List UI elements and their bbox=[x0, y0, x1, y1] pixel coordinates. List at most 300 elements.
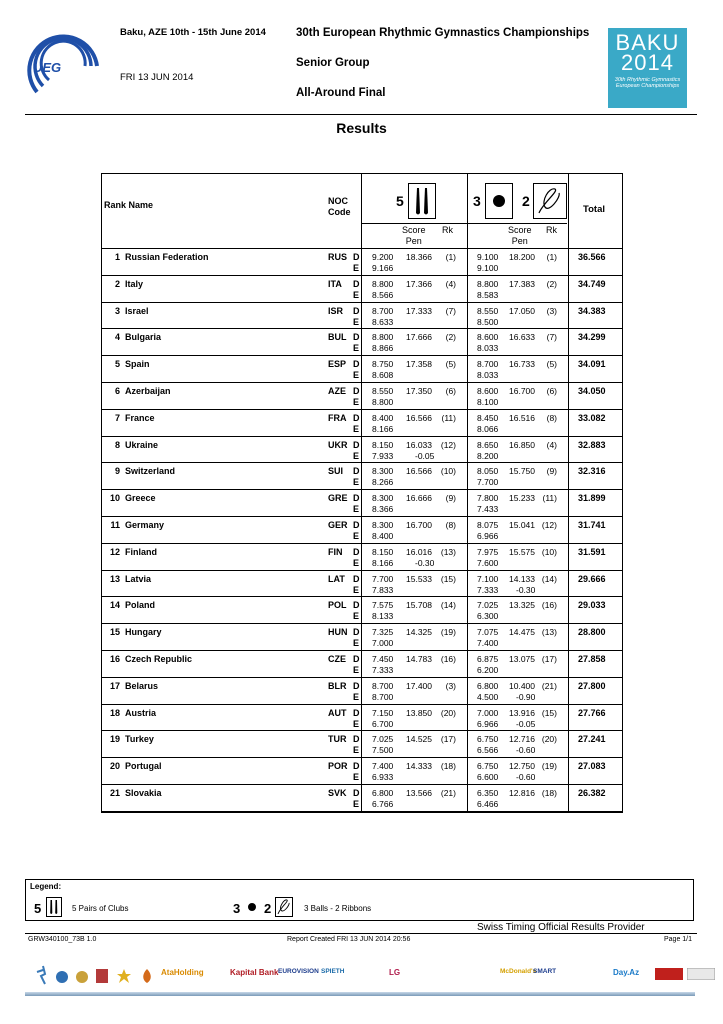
total-score: 27.858 bbox=[578, 654, 606, 664]
table-row bbox=[102, 356, 622, 383]
e-label: E bbox=[353, 718, 360, 729]
score-app1: 16.033 bbox=[406, 439, 432, 450]
e-label: E bbox=[353, 263, 360, 273]
d-score-app2: 8.550 bbox=[477, 305, 499, 316]
rank-app1: (15) bbox=[440, 573, 456, 584]
pen-app1: -0.30 bbox=[415, 557, 435, 568]
e-score-app2: 6.200 bbox=[477, 665, 499, 675]
sponsor-emblem-icon bbox=[95, 968, 109, 984]
e-score-app2: 7.600 bbox=[477, 557, 499, 568]
ball-icon bbox=[485, 183, 513, 219]
d-score-app1: 7.400 bbox=[372, 761, 394, 772]
pen-app1: -0.05 bbox=[415, 450, 435, 461]
sponsor-eurovision: EUROVISION bbox=[278, 968, 319, 975]
rank-cell: 9 bbox=[114, 466, 120, 477]
e-score-app1: 7.833 bbox=[372, 584, 394, 595]
sponsor-ataholding: AtaHolding bbox=[161, 968, 204, 977]
noc-code: GER bbox=[328, 520, 348, 530]
e-score-app1: 8.400 bbox=[372, 531, 394, 541]
e-score-app1: 8.633 bbox=[372, 316, 394, 327]
d-label: D bbox=[353, 761, 360, 772]
noc-code: UKR bbox=[328, 439, 348, 450]
d-score-app2: 8.075 bbox=[477, 520, 499, 530]
team-name: Finland bbox=[125, 546, 157, 557]
noc-code: BUL bbox=[328, 332, 347, 343]
legend-app2-label: 3 Balls - 2 Ribbons bbox=[304, 904, 372, 913]
e-score-app2: 6.966 bbox=[477, 531, 499, 541]
rank-app2: (7) bbox=[546, 332, 557, 343]
e-label: E bbox=[353, 799, 360, 809]
score-app2: 17.050 bbox=[509, 305, 535, 316]
d-label: D bbox=[353, 278, 360, 289]
total-score: 34.050 bbox=[578, 386, 606, 396]
legend-clubs-icon bbox=[46, 897, 62, 917]
e-score-app2: 6.600 bbox=[477, 772, 499, 783]
col-total: Total bbox=[583, 204, 605, 215]
rank-app1: (8) bbox=[445, 520, 456, 530]
table-row bbox=[102, 544, 622, 571]
d-label: D bbox=[353, 734, 360, 745]
e-score-app1: 8.166 bbox=[372, 423, 394, 434]
table-row bbox=[102, 383, 622, 410]
table-row bbox=[102, 785, 622, 812]
rank-app1: (6) bbox=[445, 386, 456, 396]
legend-app1-count: 5 bbox=[34, 901, 42, 916]
rank-cell: 15 bbox=[109, 627, 120, 638]
page-title: Results bbox=[336, 120, 387, 136]
d-label: D bbox=[353, 573, 360, 584]
table-row bbox=[102, 276, 622, 303]
team-name: Switzerland bbox=[125, 466, 176, 477]
d-score-app2: 7.000 bbox=[477, 707, 499, 718]
rank-app2: (6) bbox=[546, 386, 557, 396]
sponsor-lg: LG bbox=[389, 968, 401, 977]
footer-color-bar bbox=[25, 992, 695, 996]
table-row bbox=[102, 678, 622, 705]
rank-cell: 1 bbox=[114, 252, 120, 262]
rank-app2: (8) bbox=[546, 412, 557, 423]
e-score-app1: 8.608 bbox=[372, 370, 394, 381]
score-app2: 12.816 bbox=[509, 788, 535, 798]
total-score: 27.800 bbox=[578, 680, 606, 691]
rank-app2: (21) bbox=[541, 680, 557, 691]
ueg-logo bbox=[25, 22, 105, 106]
table-row bbox=[102, 571, 622, 598]
e-label: E bbox=[353, 316, 360, 327]
score-app1: 16.016 bbox=[406, 546, 432, 557]
e-score-app2: 8.066 bbox=[477, 423, 499, 434]
rank-app1: (11) bbox=[441, 412, 456, 423]
noc-code: SVK bbox=[328, 788, 347, 798]
score-app1: 14.325 bbox=[406, 627, 432, 638]
legend-app2-count-a: 3 bbox=[233, 901, 241, 916]
e-score-app2: 9.100 bbox=[477, 263, 499, 273]
score-app1: 17.366 bbox=[406, 278, 432, 289]
noc-code: BLR bbox=[328, 680, 347, 691]
team-name: Czech Republic bbox=[125, 654, 193, 664]
e-label: E bbox=[353, 397, 360, 407]
e-score-app1: 8.266 bbox=[372, 477, 394, 488]
e-label: E bbox=[353, 584, 360, 595]
score-app2: 17.383 bbox=[509, 278, 535, 289]
d-score-app1: 9.200 bbox=[372, 252, 394, 262]
rank-cell: 3 bbox=[114, 305, 120, 316]
rank-cell: 2 bbox=[114, 278, 120, 289]
results-table bbox=[101, 173, 623, 813]
rank-cell: 20 bbox=[109, 761, 120, 772]
noc-code: POL bbox=[328, 600, 347, 611]
e-score-app1: 7.000 bbox=[372, 638, 394, 649]
e-score-app1: 6.766 bbox=[372, 799, 394, 809]
legend-box bbox=[25, 879, 694, 921]
d-score-app2: 6.800 bbox=[477, 680, 499, 691]
total-score: 29.033 bbox=[578, 600, 606, 611]
table-row bbox=[102, 624, 622, 651]
group-title: Senior Group bbox=[296, 57, 370, 69]
score-app1: 13.850 bbox=[406, 707, 432, 718]
rank-cell: 19 bbox=[109, 734, 120, 745]
svg-text:UEG: UEG bbox=[33, 60, 62, 75]
d-score-app2: 7.800 bbox=[477, 493, 499, 504]
table-row bbox=[102, 437, 622, 464]
app1-rk-header: Rk bbox=[442, 225, 453, 235]
e-label: E bbox=[353, 289, 360, 300]
table-row bbox=[102, 597, 622, 624]
e-score-app2: 6.566 bbox=[477, 745, 499, 756]
d-score-app1: 8.750 bbox=[372, 359, 394, 370]
rank-cell: 11 bbox=[110, 520, 120, 530]
d-label: D bbox=[353, 627, 360, 638]
score-app1: 14.525 bbox=[406, 734, 432, 745]
legend-app1-label: 5 Pairs of Clubs bbox=[72, 904, 129, 913]
noc-code: HUN bbox=[328, 627, 348, 638]
d-label: D bbox=[353, 600, 360, 611]
rank-app2: (5) bbox=[546, 359, 557, 370]
score-app1: 15.533 bbox=[406, 573, 432, 584]
noc-code: LAT bbox=[328, 573, 345, 584]
noc-code: SUI bbox=[328, 466, 344, 477]
e-score-app2: 8.100 bbox=[477, 397, 499, 407]
sub-score: Score bbox=[508, 225, 532, 235]
app2-score-header bbox=[508, 225, 532, 247]
d-score-app1: 8.300 bbox=[372, 493, 394, 504]
rank-app1: (9) bbox=[445, 493, 456, 504]
rank-app2: (18) bbox=[541, 788, 557, 798]
d-score-app2: 9.100 bbox=[477, 252, 499, 262]
noc-code: CZE bbox=[328, 654, 346, 664]
sponsor-mcdonalds: McDonald's bbox=[500, 968, 537, 975]
pen-app2: -0.90 bbox=[516, 691, 536, 702]
rank-cell: 16 bbox=[109, 654, 120, 664]
d-label: D bbox=[353, 788, 360, 798]
e-score-app2: 7.700 bbox=[477, 477, 499, 488]
legend-ball-icon bbox=[247, 902, 257, 912]
col-rank-name: Rank Name bbox=[104, 200, 154, 210]
rank-app2: (10) bbox=[541, 546, 557, 557]
team-name: Spain bbox=[125, 359, 150, 370]
d-score-app1: 7.025 bbox=[372, 734, 394, 745]
e-score-app2: 8.200 bbox=[477, 450, 499, 461]
team-name: Azerbaijan bbox=[125, 386, 171, 396]
score-app2: 15.233 bbox=[509, 493, 535, 504]
score-app1: 18.366 bbox=[406, 252, 432, 262]
sponsor-badge-icon bbox=[655, 968, 683, 980]
total-score: 29.666 bbox=[578, 573, 606, 584]
rank-app1: (13) bbox=[440, 546, 456, 557]
total-score: 31.899 bbox=[578, 493, 606, 504]
table-row bbox=[102, 303, 622, 330]
rank-app1: (5) bbox=[445, 359, 456, 370]
baku-2014-logo bbox=[608, 28, 687, 108]
baku-logo-line1: BAKU bbox=[615, 30, 680, 55]
d-score-app1: 8.700 bbox=[372, 305, 394, 316]
score-app2: 16.733 bbox=[509, 359, 535, 370]
table-row bbox=[102, 758, 622, 785]
team-name: Slovakia bbox=[125, 788, 162, 798]
d-label: D bbox=[353, 680, 360, 691]
score-app2: 10.400 bbox=[509, 680, 535, 691]
pen-app2: -0.05 bbox=[516, 718, 536, 729]
table-row bbox=[102, 705, 622, 732]
d-label: D bbox=[353, 493, 360, 504]
team-name: France bbox=[125, 412, 155, 423]
d-score-app1: 8.400 bbox=[372, 412, 394, 423]
team-name: Israel bbox=[125, 305, 149, 316]
footer-divider bbox=[25, 933, 697, 934]
e-score-app1: 8.133 bbox=[372, 611, 394, 622]
d-score-app1: 7.325 bbox=[372, 627, 394, 638]
sub-score: Score bbox=[402, 225, 426, 235]
e-score-app2: 7.433 bbox=[477, 504, 499, 515]
total-score: 31.591 bbox=[578, 546, 606, 557]
total-score: 27.083 bbox=[578, 761, 606, 772]
team-name: Turkey bbox=[125, 734, 154, 745]
e-label: E bbox=[353, 691, 360, 702]
d-score-app2: 6.750 bbox=[477, 761, 499, 772]
d-score-app1: 8.300 bbox=[372, 466, 394, 477]
rank-cell: 10 bbox=[109, 493, 120, 504]
rank-app2: (2) bbox=[546, 278, 557, 289]
rank-cell: 18 bbox=[109, 707, 120, 718]
d-label: D bbox=[353, 386, 360, 396]
rank-app1: (4) bbox=[445, 278, 456, 289]
pen-app2: -0.60 bbox=[516, 745, 536, 756]
rank-cell: 13 bbox=[109, 573, 120, 584]
e-score-app2: 4.500 bbox=[477, 691, 499, 702]
score-app2: 16.850 bbox=[509, 439, 535, 450]
score-app2: 13.075 bbox=[509, 654, 535, 664]
e-label: E bbox=[353, 745, 360, 756]
d-score-app2: 8.800 bbox=[477, 278, 499, 289]
team-name: Russian Federation bbox=[125, 252, 209, 262]
rank-cell: 12 bbox=[109, 546, 120, 557]
score-app1: 13.566 bbox=[406, 788, 432, 798]
d-label: D bbox=[353, 546, 360, 557]
clubs-icon bbox=[408, 183, 436, 219]
e-score-app2: 7.333 bbox=[477, 584, 499, 595]
score-app1: 16.566 bbox=[406, 412, 432, 423]
d-label: D bbox=[353, 707, 360, 718]
e-score-app2: 6.966 bbox=[477, 718, 499, 729]
rank-app2: (1) bbox=[546, 252, 557, 262]
e-score-app1: 8.166 bbox=[372, 557, 394, 568]
score-app2: 15.041 bbox=[509, 520, 535, 530]
e-score-app1: 8.366 bbox=[372, 504, 394, 515]
rank-app2: (9) bbox=[546, 466, 557, 477]
sponsor-smart: SMART bbox=[533, 968, 557, 975]
d-label: D bbox=[353, 654, 360, 664]
d-score-app2: 6.350 bbox=[477, 788, 499, 798]
rank-cell: 21 bbox=[109, 788, 120, 798]
e-score-app1: 8.866 bbox=[372, 343, 394, 354]
legend-ribbon-icon bbox=[275, 897, 293, 917]
rank-app1: (19) bbox=[440, 627, 456, 638]
e-label: E bbox=[353, 343, 360, 354]
championship-title: 30th European Rhythmic Gymnastics Championships bbox=[296, 27, 590, 39]
app2-rk-header: Rk bbox=[546, 225, 557, 235]
e-score-app1: 6.933 bbox=[372, 772, 394, 783]
score-app2: 15.575 bbox=[509, 546, 535, 557]
e-score-app2: 6.300 bbox=[477, 611, 499, 622]
sponsor-emblem-icon bbox=[75, 970, 89, 984]
e-score-app2: 8.500 bbox=[477, 316, 499, 327]
score-app1: 17.350 bbox=[406, 386, 432, 396]
table-row bbox=[102, 410, 622, 437]
team-name: Italy bbox=[125, 278, 144, 289]
d-score-app2: 7.975 bbox=[477, 546, 499, 557]
team-name: Austria bbox=[125, 707, 157, 718]
rank-app2: (17) bbox=[541, 654, 557, 664]
rank-cell: 4 bbox=[114, 332, 120, 343]
rank-app1: (10) bbox=[440, 466, 456, 477]
page-number: Page 1/1 bbox=[664, 936, 693, 943]
score-app1: 17.666 bbox=[406, 332, 432, 343]
rank-app2: (20) bbox=[541, 734, 557, 745]
d-score-app1: 8.550 bbox=[372, 386, 394, 396]
rank-app2: (13) bbox=[541, 627, 557, 638]
rank-app2: (19) bbox=[541, 761, 557, 772]
sponsor-star-icon bbox=[117, 968, 131, 984]
noc-code: TUR bbox=[328, 734, 347, 745]
score-app2: 16.516 bbox=[509, 412, 535, 423]
rank-app1: (17) bbox=[440, 734, 456, 745]
d-label: D bbox=[353, 252, 360, 262]
mascot-icon bbox=[33, 964, 53, 988]
score-app2: 15.750 bbox=[509, 466, 535, 477]
total-score: 28.800 bbox=[578, 627, 606, 638]
total-score: 31.741 bbox=[578, 520, 606, 530]
e-label: E bbox=[353, 665, 360, 675]
e-label: E bbox=[353, 772, 360, 783]
d-score-app1: 7.150 bbox=[372, 707, 394, 718]
d-score-app2: 8.650 bbox=[477, 439, 499, 450]
sponsor-flame-icon bbox=[140, 968, 154, 984]
report-code: GRW340100_73B 1.0 bbox=[28, 936, 97, 943]
location-dates: Baku, AZE 10th - 15th June 2014 bbox=[120, 27, 266, 38]
rank-app2: (4) bbox=[546, 439, 557, 450]
d-score-app1: 7.450 bbox=[372, 654, 394, 664]
total-score: 27.766 bbox=[578, 707, 606, 718]
e-label: E bbox=[353, 504, 360, 515]
score-app1: 15.708 bbox=[406, 600, 432, 611]
table-row bbox=[102, 731, 622, 758]
table-row bbox=[102, 490, 622, 517]
d-score-app2: 7.025 bbox=[477, 600, 499, 611]
col-noc: NOC Code bbox=[328, 196, 351, 217]
score-app2: 13.916 bbox=[509, 707, 535, 718]
e-label: E bbox=[353, 450, 360, 461]
rank-app2: (12) bbox=[541, 520, 557, 530]
rank-app1: (16) bbox=[440, 654, 456, 664]
rank-app2: (3) bbox=[546, 305, 557, 316]
total-score: 27.241 bbox=[578, 734, 606, 745]
score-app2: 12.750 bbox=[509, 761, 535, 772]
d-label: D bbox=[353, 439, 360, 450]
app2-count-b: 2 bbox=[522, 193, 530, 209]
score-app1: 14.783 bbox=[406, 654, 432, 664]
rank-app1: (7) bbox=[445, 305, 456, 316]
rank-app1: (20) bbox=[440, 707, 456, 718]
score-app1: 17.358 bbox=[406, 359, 432, 370]
rank-app1: (18) bbox=[440, 761, 456, 772]
e-label: E bbox=[353, 611, 360, 622]
e-score-app1: 7.933 bbox=[372, 450, 394, 461]
total-score: 36.566 bbox=[578, 252, 606, 262]
team-name: Greece bbox=[125, 493, 156, 504]
team-name: Latvia bbox=[125, 573, 152, 584]
rank-cell: 14 bbox=[109, 600, 120, 611]
total-score: 33.082 bbox=[578, 412, 606, 423]
team-name: Germany bbox=[125, 520, 165, 530]
rank-app1: (2) bbox=[445, 332, 456, 343]
d-label: D bbox=[353, 359, 360, 370]
rank-app1: (14) bbox=[440, 600, 456, 611]
d-label: D bbox=[353, 305, 360, 316]
noc-code: POR bbox=[328, 761, 348, 772]
pen-app2: -0.30 bbox=[516, 584, 536, 595]
total-score: 32.316 bbox=[578, 466, 606, 477]
total-score: 32.883 bbox=[578, 439, 606, 450]
header-sub-divider bbox=[361, 223, 567, 224]
score-app1: 17.333 bbox=[406, 305, 432, 316]
rank-app2: (15) bbox=[541, 707, 557, 718]
table-row bbox=[102, 249, 622, 276]
e-score-app2: 8.583 bbox=[477, 289, 499, 300]
d-label: D bbox=[353, 332, 360, 343]
d-score-app1: 8.800 bbox=[372, 278, 394, 289]
d-score-app1: 7.575 bbox=[372, 600, 394, 611]
rank-app1: (21) bbox=[440, 788, 456, 798]
d-label: D bbox=[353, 412, 360, 423]
noc-code: FRA bbox=[328, 412, 347, 423]
app2-count-a: 3 bbox=[473, 193, 481, 209]
rank-cell: 7 bbox=[114, 412, 120, 423]
pen-app2: -0.60 bbox=[516, 772, 536, 783]
rank-cell: 8 bbox=[114, 439, 120, 450]
e-label: E bbox=[353, 638, 360, 649]
d-score-app1: 8.800 bbox=[372, 332, 394, 343]
d-score-app2: 7.100 bbox=[477, 573, 499, 584]
legend-title: Legend: bbox=[30, 882, 62, 891]
e-score-app1: 9.166 bbox=[372, 263, 394, 273]
app1-count: 5 bbox=[396, 193, 404, 209]
row-divider bbox=[102, 811, 622, 812]
e-label: E bbox=[353, 423, 360, 434]
noc-code: ESP bbox=[328, 359, 347, 370]
team-name: Poland bbox=[125, 600, 156, 611]
e-score-app1: 8.700 bbox=[372, 691, 394, 702]
rank-cell: 6 bbox=[114, 386, 120, 396]
